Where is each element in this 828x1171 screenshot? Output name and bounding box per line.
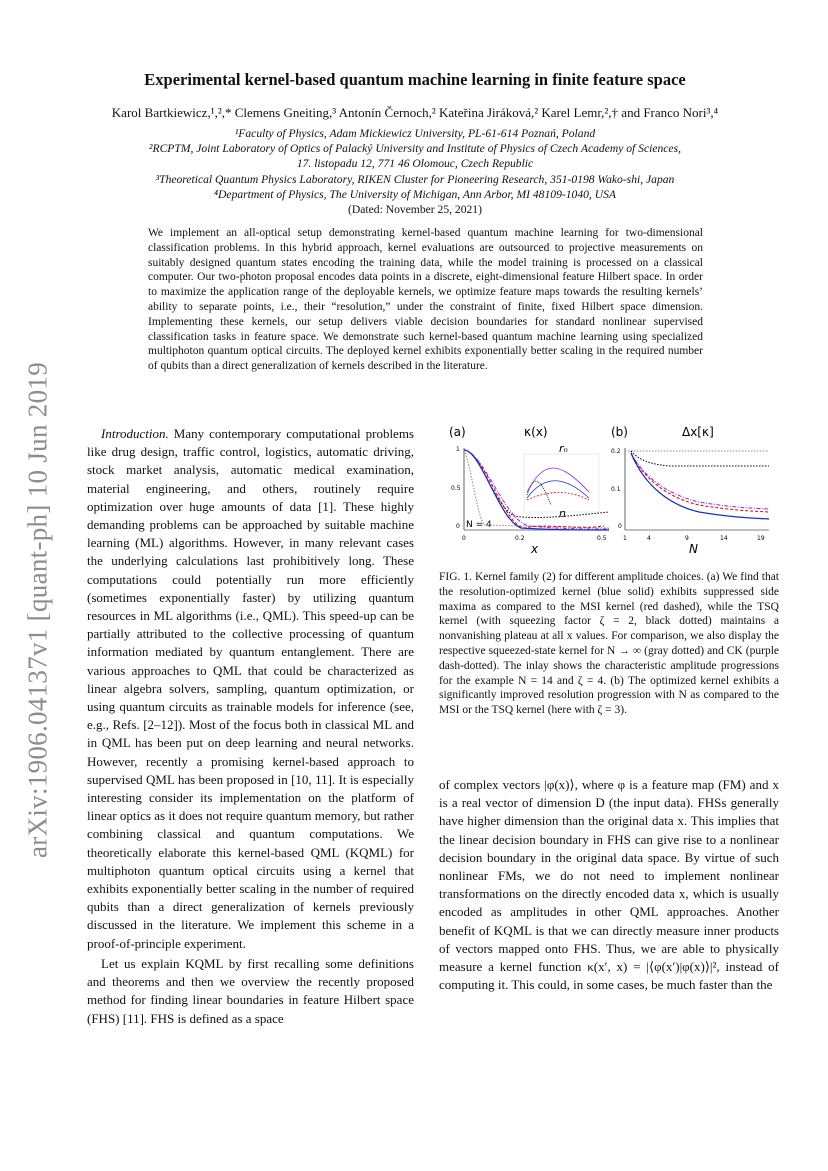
panel-b-ytick-02: 0.2 — [611, 448, 621, 455]
panel-a-xtick-05: 0.5 — [597, 535, 607, 542]
panel-a-xtick-0: 0 — [462, 535, 466, 542]
panel-b-label: (b) — [611, 425, 628, 439]
panel-b-xtick-19: 19 — [757, 535, 765, 542]
panel-b-xtick-14: 14 — [720, 535, 728, 542]
panel-a-n-label: N = 4 — [466, 520, 492, 530]
section-lead: Introduction. — [101, 426, 169, 441]
inset-xlabel: n — [559, 507, 566, 520]
panel-b-ytick-01: 0.1 — [611, 486, 621, 493]
panel-a-ytick-0: 0 — [456, 523, 460, 530]
panel-a-title: κ(x) — [524, 425, 548, 439]
arxiv-sidebar — [18, 350, 58, 870]
panel-b-ytick-0: 0 — [618, 523, 622, 530]
affiliations — [60, 126, 770, 217]
figure-caption: FIG. 1. Kernel family (2) for different amplitude choices. (a) We find that the resolution-optimized kernel (blue solid) exhibits suppressed side maxima as compared to the MSI kernel (red dashed), while the TSQ kernel (with squeezing factor ζ = 2, black dotted) maintains a nonvanishing plateau at all x values. For comparison, we also display the respective squeezed-state kernel for N → ∞ (gray dotted) and CK (purple dash-dotted). The inlay shows the characteristic amplitude progressions for the example N = 14 and ζ = 4. (b) The optimized kernel exhibits a significantly improved resolution progression with N as compared to the MSI or the TSQ kernel (here with ζ = 3). — [439, 571, 779, 717]
affiliation-2-address: 17. listopadu 12, 771 46 Olomouc, Czech Republic — [296, 157, 534, 171]
inset-title: rₙ — [559, 442, 568, 455]
panel-b-xtick-1: 1 — [623, 535, 627, 542]
paper-title: Experimental kernel-based quantum machine learning in finite feature space — [144, 70, 686, 89]
arxiv-id: arXiv:1906.04137v1 [quant-ph] 10 Jun 2019 — [22, 362, 53, 858]
panel-b-xtick-4: 4 — [647, 535, 651, 542]
curve-b-red-dashed — [631, 453, 769, 512]
curve-b-black-dotted — [631, 451, 769, 466]
inset-amplitudes — [524, 454, 599, 512]
author-list: Karol Bartkiewicz,¹,²,* Clemens Gneiting,³ Antonín Černoch,² Kateřina Jiráková,² Karel Lemr,²,† and Franco Nori³,⁴ — [111, 105, 719, 120]
curve-b-purple-dashdot — [631, 453, 769, 509]
paragraph-text: Many contemporary computational problems like drug design, traffic control, logistics, automatic driving, stock market analysis, automatic medical examination, material engineering, and others, routinely require optimization over huge amounts of data [1]. These highly demanding problems can be approached by suitable machine learning (ML) algorithms. However, in many relevant cases the underlying calculations last prohibitively long. These computations could potentially run more efficiently (sometimes exponentially faster) by utilizing quantum resources in ML algorithms (i.e., QML). This speed-up can be partially attributed to the collective processing of quantum information mediated by quantum entanglement. There are various approaches to QML that could be characterized as linear algebra solvers, sampling, quantum optimization, or using quantum circuits as trainable models for inference (see, e.g., Refs. [2–12]). Most of the focus both in classical ML and in QML has been put on deep learning and neural networks. However, recently a promising kernel-based approach to supervised QML has been proposed in [10, 11]. It is especially interesting consider its implementation on the platform of linear optics as it does not require quantum memory, but rather combining classical and quantum computations. We theoretically elaborate this kernel-based QML (KQML) for multiphoton quantum optical circuits using a kernel that exhibits exponentially better scaling in the number of required qubits than a direct generalization of kernels previously discussed in the literature. We implement this scheme in a proof-of-principle experiment. — [87, 426, 414, 951]
paragraph-kqml — [87, 955, 414, 1028]
panel-a-xlabel: x — [531, 542, 539, 556]
affiliation-1: ¹Faculty of Physics, Adam Mickiewicz University, PL-61-614 Poznań, Poland — [234, 127, 596, 140]
affiliation-4: ⁴Department of Physics, The University of Michigan, Ann Arbor, MI 48109-1040, USA — [214, 187, 616, 201]
left-column — [87, 425, 414, 1028]
figure-1 — [439, 420, 779, 560]
paragraph-fhs: of complex vectors |φ(x)⟩, where φ is a feature map (FM) and x is a real vector of dimension D (the input data). FHSs generally have higher dimension than the original data x. This implies that the linear decision boundary in FHS can give rise to a nonlinear decision boundary in the original data space. By virtue of such nonlinear FMs, we do not need to implement nonlinear transformations on the directly encoded data x, which is usually encoded as amplitudes in other QML approaches. Another benefit of KQML is that we can directly measure inner products of vectors mapped onto FHS. Thus, we are able to physically measure a kernel function κ(x′, x) = |⟨φ(x′)|φ(x)⟩|², instead of computing it. This could, in some cases, be much faster than the — [439, 777, 779, 993]
abstract: We implement an all-optical setup demonstrating kernel-based quantum machine learning for two-dimensional classification problems. In this hybrid approach, kernel evaluations are outsourced to projective measurements on suitably designed quantum states encoding the training data, while the model training is processed on a classical computer. Our two-photon proposal encodes data points in a discrete, eight-dimensional feature Hilbert space. In order to maximize the application range of the deployable kernels, we optimize feature maps towards the resulting kernels’ ability to separate points, i.e., their “resolution,” under the constraint of finite, fixed Hilbert space dimension. Implementing these kernels, our setup delivers viable decision boundaries for standard nonlinear supervised classification tasks in feature space. We demonstrate such kernel-based quantum machine learning using specialized multiphoton quantum optical circuits. The deployed kernel exhibits exponentially better scaling in the required number of qubits than a direct generalization of kernels described in the literature. — [148, 227, 703, 373]
panel-b-xlabel: N — [689, 542, 698, 556]
paragraph-text: Let us explain KQML by first recalling some definitions and theorems and then we overview the recently proposed method for finding linear boundaries in feature Hilbert space (FHS) [11]. FHS is defined as a space — [87, 955, 414, 1026]
affiliation-2: ²RCPTM, Joint Laboratory of Optics of Palacký University and Institute of Physics of Czech Academy of Sciences, — [149, 142, 681, 156]
panel-b-xtick-9: 9 — [685, 535, 689, 542]
paragraph-introduction — [87, 425, 414, 953]
panel-a-label: (a) — [449, 425, 466, 439]
panel-a-xtick-02: 0.2 — [515, 535, 525, 542]
panel-a-ytick-1: 1 — [456, 446, 460, 453]
affiliation-3: ³Theoretical Quantum Physics Laboratory, RIKEN Cluster for Pioneering Research, 351-0198 Wako-shi, Japan — [155, 172, 675, 186]
panel-a-ytick-05: 0.5 — [451, 485, 461, 492]
dated-line: (Dated: November 25, 2021) — [348, 203, 482, 217]
right-column — [439, 776, 779, 994]
panel-b-title: Δx[κ] — [682, 425, 714, 439]
